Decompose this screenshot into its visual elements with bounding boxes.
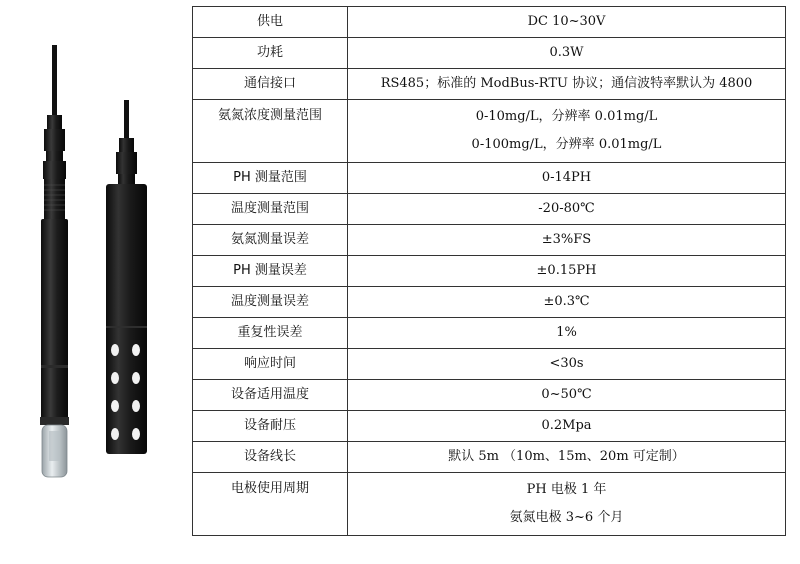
spec-label: PH 测量误差: [193, 256, 348, 287]
spec-label: 设备耐压: [193, 411, 348, 442]
table-row: [193, 163, 786, 194]
spec-value-line: 0-10mg/L，分辨率 0.01mg/L: [475, 109, 658, 124]
spec-label: 温度测量范围: [193, 194, 348, 225]
spec-label: 电极使用周期: [193, 473, 348, 536]
spec-label: PH 测量范围: [193, 163, 348, 194]
table-row: [193, 442, 786, 473]
spec-value-line: 0-100mg/L，分辨率 0.01mg/L: [471, 137, 662, 152]
spec-label: 供电: [193, 7, 348, 38]
spec-value-line: 氨氮电极 3~6 个月: [509, 510, 624, 525]
product-images: [0, 0, 190, 564]
spec-value: [348, 100, 786, 163]
spec-label: 氨氮浓度测量范围: [193, 100, 348, 163]
table-row: [193, 349, 786, 380]
spec-value: ±0.3℃: [348, 287, 786, 318]
spec-value: 0-14PH: [348, 163, 786, 194]
spec-value: 0.2Mpa: [348, 411, 786, 442]
spec-value: DC 10~30V: [348, 7, 786, 38]
spec-label: 设备线长: [193, 442, 348, 473]
spec-label: 通信接口: [193, 69, 348, 100]
spec-value: 1%: [348, 318, 786, 349]
spec-value: <30s: [348, 349, 786, 380]
table-row: [193, 69, 786, 100]
spec-label: 温度测量误差: [193, 287, 348, 318]
table-row: [193, 7, 786, 38]
probe-image-with-cap: [30, 45, 80, 485]
spec-value: [348, 473, 786, 536]
spec-value: ±0.15PH: [348, 256, 786, 287]
spec-value: 默认 5m （10m、15m、20m 可定制）: [348, 442, 786, 473]
spec-label: 设备适用温度: [193, 380, 348, 411]
table-row: [193, 473, 786, 536]
spec-value: 0~50℃: [348, 380, 786, 411]
spec-value: ±3%FS: [348, 225, 786, 256]
table-row: [193, 380, 786, 411]
table-row: [193, 256, 786, 287]
spec-label: 功耗: [193, 38, 348, 69]
spec-label: 氨氮测量误差: [193, 225, 348, 256]
table-row: [193, 38, 786, 69]
table-row: [193, 287, 786, 318]
table-row: [193, 194, 786, 225]
spec-label: 响应时间: [193, 349, 348, 380]
spec-value: 0.3W: [348, 38, 786, 69]
table-row: [193, 225, 786, 256]
table-row: [193, 318, 786, 349]
table-row: [193, 100, 786, 163]
probe-image-with-guard: [98, 100, 154, 460]
spec-value: -20-80℃: [348, 194, 786, 225]
spec-table: [192, 6, 786, 536]
spec-label: 重复性误差: [193, 318, 348, 349]
spec-value: RS485；标准的 ModBus-RTU 协议；通信波特率默认为 4800: [348, 69, 786, 100]
spec-value-line: PH 电极 1 年: [526, 482, 607, 497]
table-row: [193, 411, 786, 442]
